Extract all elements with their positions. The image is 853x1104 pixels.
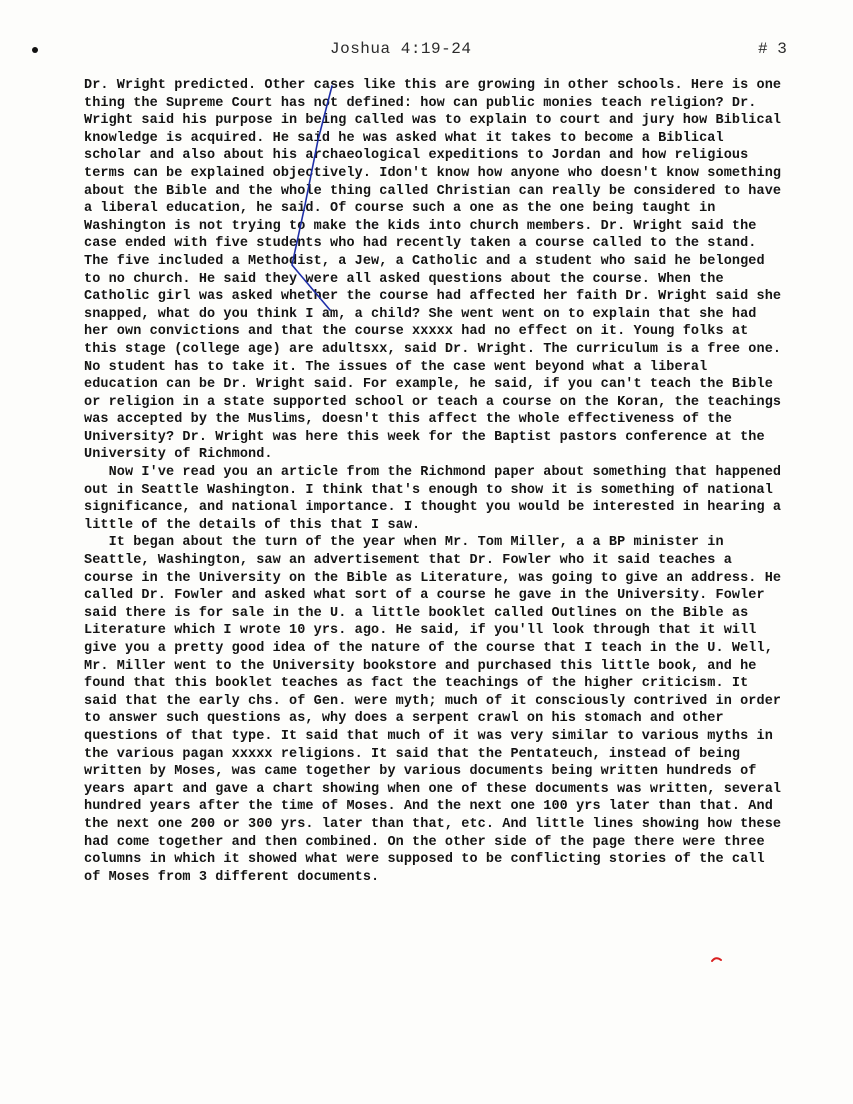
paragraph-2: Now I've read you an article from the Richmond paper about something that happened out in Seattle Washington. I think that's enough to show it is something of national significance, and national importance. I thought you would be interested in hearing a little of the details of this that I saw.: [84, 465, 790, 533]
paragraph-3: It began about the turn of the year when Mr. Tom Miller, a a BP minister in Seattle, Washington, saw an advertisement that Dr. Fowler who it said teaches a course in the University on the Bible as Literature, was going to give an address. He called Dr. Fowler and asked what sort of a course he gave in the University. Fowler said there is for sale in the U. a little booklet called Outlines on the Bible as Literature which I wrote 10 yrs. ago. He said, if you'll look through that it will give you a pretty good idea of the nature of the course that I teach in the U. Well, Mr. Miller went to the University bookstore and purchased this little book, and he found that this booklet teaches as fact the teachings of the higher criticism. It said that the early chs. of Gen. were myth; much of it consciously contrived in order to answer such questions as, why does a serpent crawl on his stomach and other questions of that type. It said that much of it was very similar to various myths in the various pagan xxxxx religions. It said that the Pentateuch, instead of being written by Moses, was came together by various documents being written hundreds of years apart and gave a chart showing when one of these documents was written, several hundred years after the time of Moses. And the next one 100 yrs later than that. And the next one 200 or 300 yrs. later than that, etc. And little lines showing how these had come together and then combined. On the other side of the page there were three columns in which it showed what were supposed to be conflicting stories of the call of Moses from 3 different documents.: [84, 535, 790, 885]
punch-mark: [32, 47, 38, 53]
paragraph-1: Dr. Wright predicted. Other cases like this are growing in other schools. Here is one thing the Supreme Court has not defined: how can public monies teach religion? Dr. Wright said his purpose in being called was to explain to court and jury how Biblical knowledge is acquired. He said he was asked what it takes to become a Biblical scholar and also about his archaeological expeditions to Jordan and how religious terms can be explained objectively. Idon't know how anyone who doesn't know something about the Bible and the whole thing called Christian can really be considered to have a liberal education, he said. Of course such a one as the one being taught in Washington is not trying to make the kids into church members. Dr. Wright said the case ended with five students who had recently taken a course called to the stand. The five included a Methodist, a Jew, a Catholic and a student who said he belonged to no church. He said they were all asked questions about the course. When the Catholic girl was asked whether the course had affected her faith Dr. Wright said she snapped, what do you think I am, a child? She went went on to explain that she had her own convictions and that the course xxxxx had no effect on it. Young folks at this stage (college age) are adultsxx, said Dr. Wright. The curriculum is a free one. No student has to take it. The issues of the case went beyond what a liberal education can be Dr. Wright said. For example, he said, if you can't teach the Bible or religion in a state supported school or teach a course on the Koran, the teachings was accepted by the Muslims, doesn't this affect the whole effectiveness of the University? Dr. Wright was here this week for the Baptist pastors conference at the University of Richmond.: [84, 78, 790, 463]
scripture-reference: Joshua 4:19-24: [330, 40, 472, 58]
sermon-text: [84, 77, 790, 886]
page-number: # 3: [758, 40, 787, 58]
